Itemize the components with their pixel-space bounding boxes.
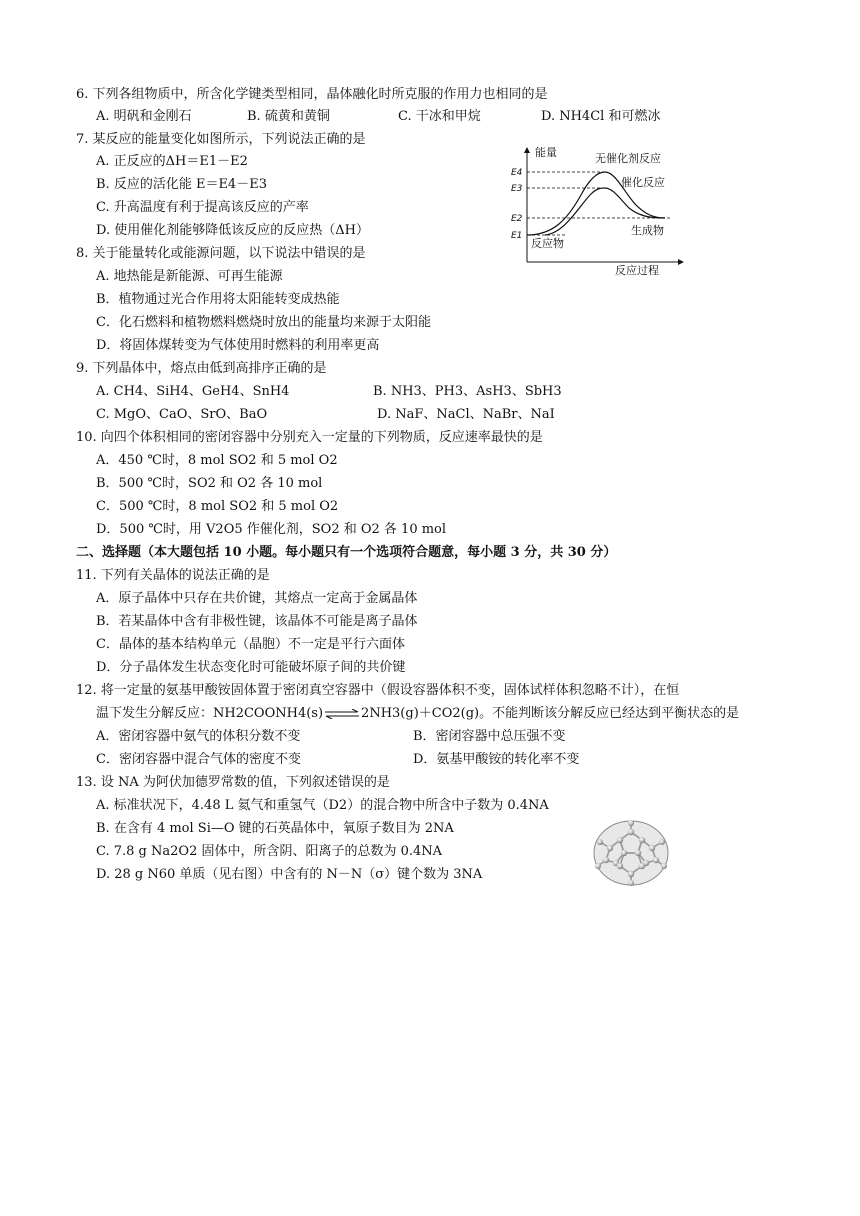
- q7-option-d[interactable]: D. 使用催化剂能够降低该反应的反应热（ΔH）: [96, 223, 369, 238]
- q7-option-b[interactable]: B. 反应的活化能 E＝E4－E3: [96, 177, 267, 192]
- q7-stem: 7. 某反应的能量变化如图所示，下列说法正确的是: [76, 132, 366, 147]
- q6-stem: 6. 下列各组物质中，所含化学键类型相同，晶体融化时所克服的作用力也相同的是: [76, 87, 548, 102]
- q6-option-a[interactable]: A. 明矾和金刚石: [96, 109, 192, 124]
- q12-stem-line1: 12. 将一定量的氨基甲酸铵固体置于密闭真空容器中（假设容器体积不变，固体试样体积忽略不计），在恒: [76, 683, 680, 698]
- q8-stem: 8. 关于能量转化或能源问题，以下说法中错误的是: [76, 246, 366, 261]
- q13-option-c[interactable]: C. 7.8 g Na2O2 固体中，所含阴、阳离子的总数为 0.4NA: [96, 844, 443, 859]
- q10-option-a[interactable]: A．450 ℃时，8 mol SO2 和 5 mol O2: [96, 453, 338, 468]
- uncatalyzed-label: 无催化剂反应: [595, 152, 661, 165]
- reactants-label: 反应物: [531, 237, 564, 250]
- n60-molecule-icon: [588, 818, 674, 888]
- energy-diagram: [505, 140, 695, 278]
- q12-option-b[interactable]: B．密闭容器中总压强不变: [413, 729, 566, 744]
- q12-equation-left: 温下发生分解反应：NH2COONH4(s): [96, 706, 324, 721]
- q10-option-d[interactable]: D．500 ℃时，用 V2O5 作催化剂，SO2 和 O2 各 10 mol: [96, 522, 447, 537]
- q8-option-a[interactable]: A. 地热能是新能源、可再生能源: [96, 269, 283, 284]
- q8-option-d[interactable]: D．将固体煤转变为气体使用时燃料的利用率更高: [96, 338, 380, 353]
- q10-stem: 10. 向四个体积相同的密闭容器中分别充入一定量的下列物质，反应速率最快的是: [76, 430, 543, 445]
- q9-option-c[interactable]: C. MgO、CaO、SrO、BaO: [96, 407, 268, 422]
- q13-option-a[interactable]: A. 标准状况下，4.48 L 氦气和重氢气（D2）的混合物中所含中子数为 0.4NA: [96, 798, 549, 813]
- level-e2: E2: [511, 214, 523, 224]
- q12-stem-line2: [96, 705, 739, 723]
- q9-stem: 9. 下列晶体中，熔点由低到高排序正确的是: [76, 361, 327, 376]
- q12-option-d[interactable]: D．氨基甲酸铵的转化率不变: [413, 752, 580, 767]
- q9-option-b[interactable]: B. NH3、PH3、AsH3、SbH3: [373, 384, 562, 399]
- q8-option-b[interactable]: B．植物通过光合作用将太阳能转变成热能: [96, 292, 340, 307]
- q13-stem: 13. 设 NA 为阿伏加德罗常数的值，下列叙述错误的是: [76, 775, 390, 790]
- q13-option-d[interactable]: D. 28 g N60 单质（见右图）中含有的 N－N（σ）键个数为 3NA: [96, 867, 483, 882]
- q12-option-c[interactable]: C．密闭容器中混合气体的密度不变: [96, 752, 301, 767]
- level-e1: E1: [511, 231, 523, 241]
- q6-option-b[interactable]: B. 硫黄和黄铜: [247, 109, 330, 124]
- q7-option-c[interactable]: C. 升高温度有利于提高该反应的产率: [96, 200, 309, 215]
- q7-option-a[interactable]: A. 正反应的ΔH＝E1－E2: [96, 154, 248, 169]
- q8-option-c[interactable]: C．化石燃料和植物燃料燃烧时放出的能量均来源于太阳能: [96, 315, 431, 330]
- q10-option-b[interactable]: B．500 ℃时，SO2 和 O2 各 10 mol: [96, 476, 323, 491]
- q6-option-d[interactable]: D. NH4Cl 和可燃冰: [541, 109, 661, 124]
- equilibrium-arrow-icon: [324, 709, 360, 719]
- q11-option-a[interactable]: A．原子晶体中只存在共价键，其熔点一定高于金属晶体: [96, 591, 418, 606]
- q11-option-b[interactable]: B．若某晶体中含有非极性键，该晶体不可能是离子晶体: [96, 614, 418, 629]
- q12-option-a[interactable]: A．密闭容器中氨气的体积分数不变: [96, 729, 301, 744]
- q11-option-c[interactable]: C．晶体的基本结构单元（晶胞）不一定是平行六面体: [96, 637, 405, 652]
- products-label: 生成物: [631, 224, 664, 237]
- x-axis-label: 反应过程: [615, 264, 659, 277]
- level-e4: E4: [511, 168, 523, 178]
- q11-stem: 11. 下列有关晶体的说法正确的是: [76, 568, 270, 583]
- y-axis-label: 能量: [535, 146, 557, 159]
- catalyzed-label: 催化反应: [621, 176, 665, 189]
- q11-option-d[interactable]: D．分子晶体发生状态变化时可能破坏原子间的共价键: [96, 660, 406, 675]
- q9-option-a[interactable]: A. CH4、SiH4、GeH4、SnH4: [96, 384, 290, 399]
- q10-option-c[interactable]: C．500 ℃时，8 mol SO2 和 5 mol O2: [96, 499, 339, 514]
- q6-option-c[interactable]: C. 干冰和甲烷: [398, 109, 481, 124]
- level-e3: E3: [511, 184, 523, 194]
- q9-option-d[interactable]: D. NaF、NaCl、NaBr、NaI: [377, 407, 555, 422]
- q13-option-b[interactable]: B. 在含有 4 mol Si—O 键的石英晶体中，氧原子数目为 2NA: [96, 821, 454, 836]
- section-2-header: 二、选择题（本大题包括 10 小题。每小题只有一个选项符合题意，每小题 3 分，共 30 分）: [76, 545, 617, 560]
- q12-equation-right: 2NH3(g)＋CO2(g)。不能判断该分解反应已经达到平衡状态的是: [361, 706, 740, 721]
